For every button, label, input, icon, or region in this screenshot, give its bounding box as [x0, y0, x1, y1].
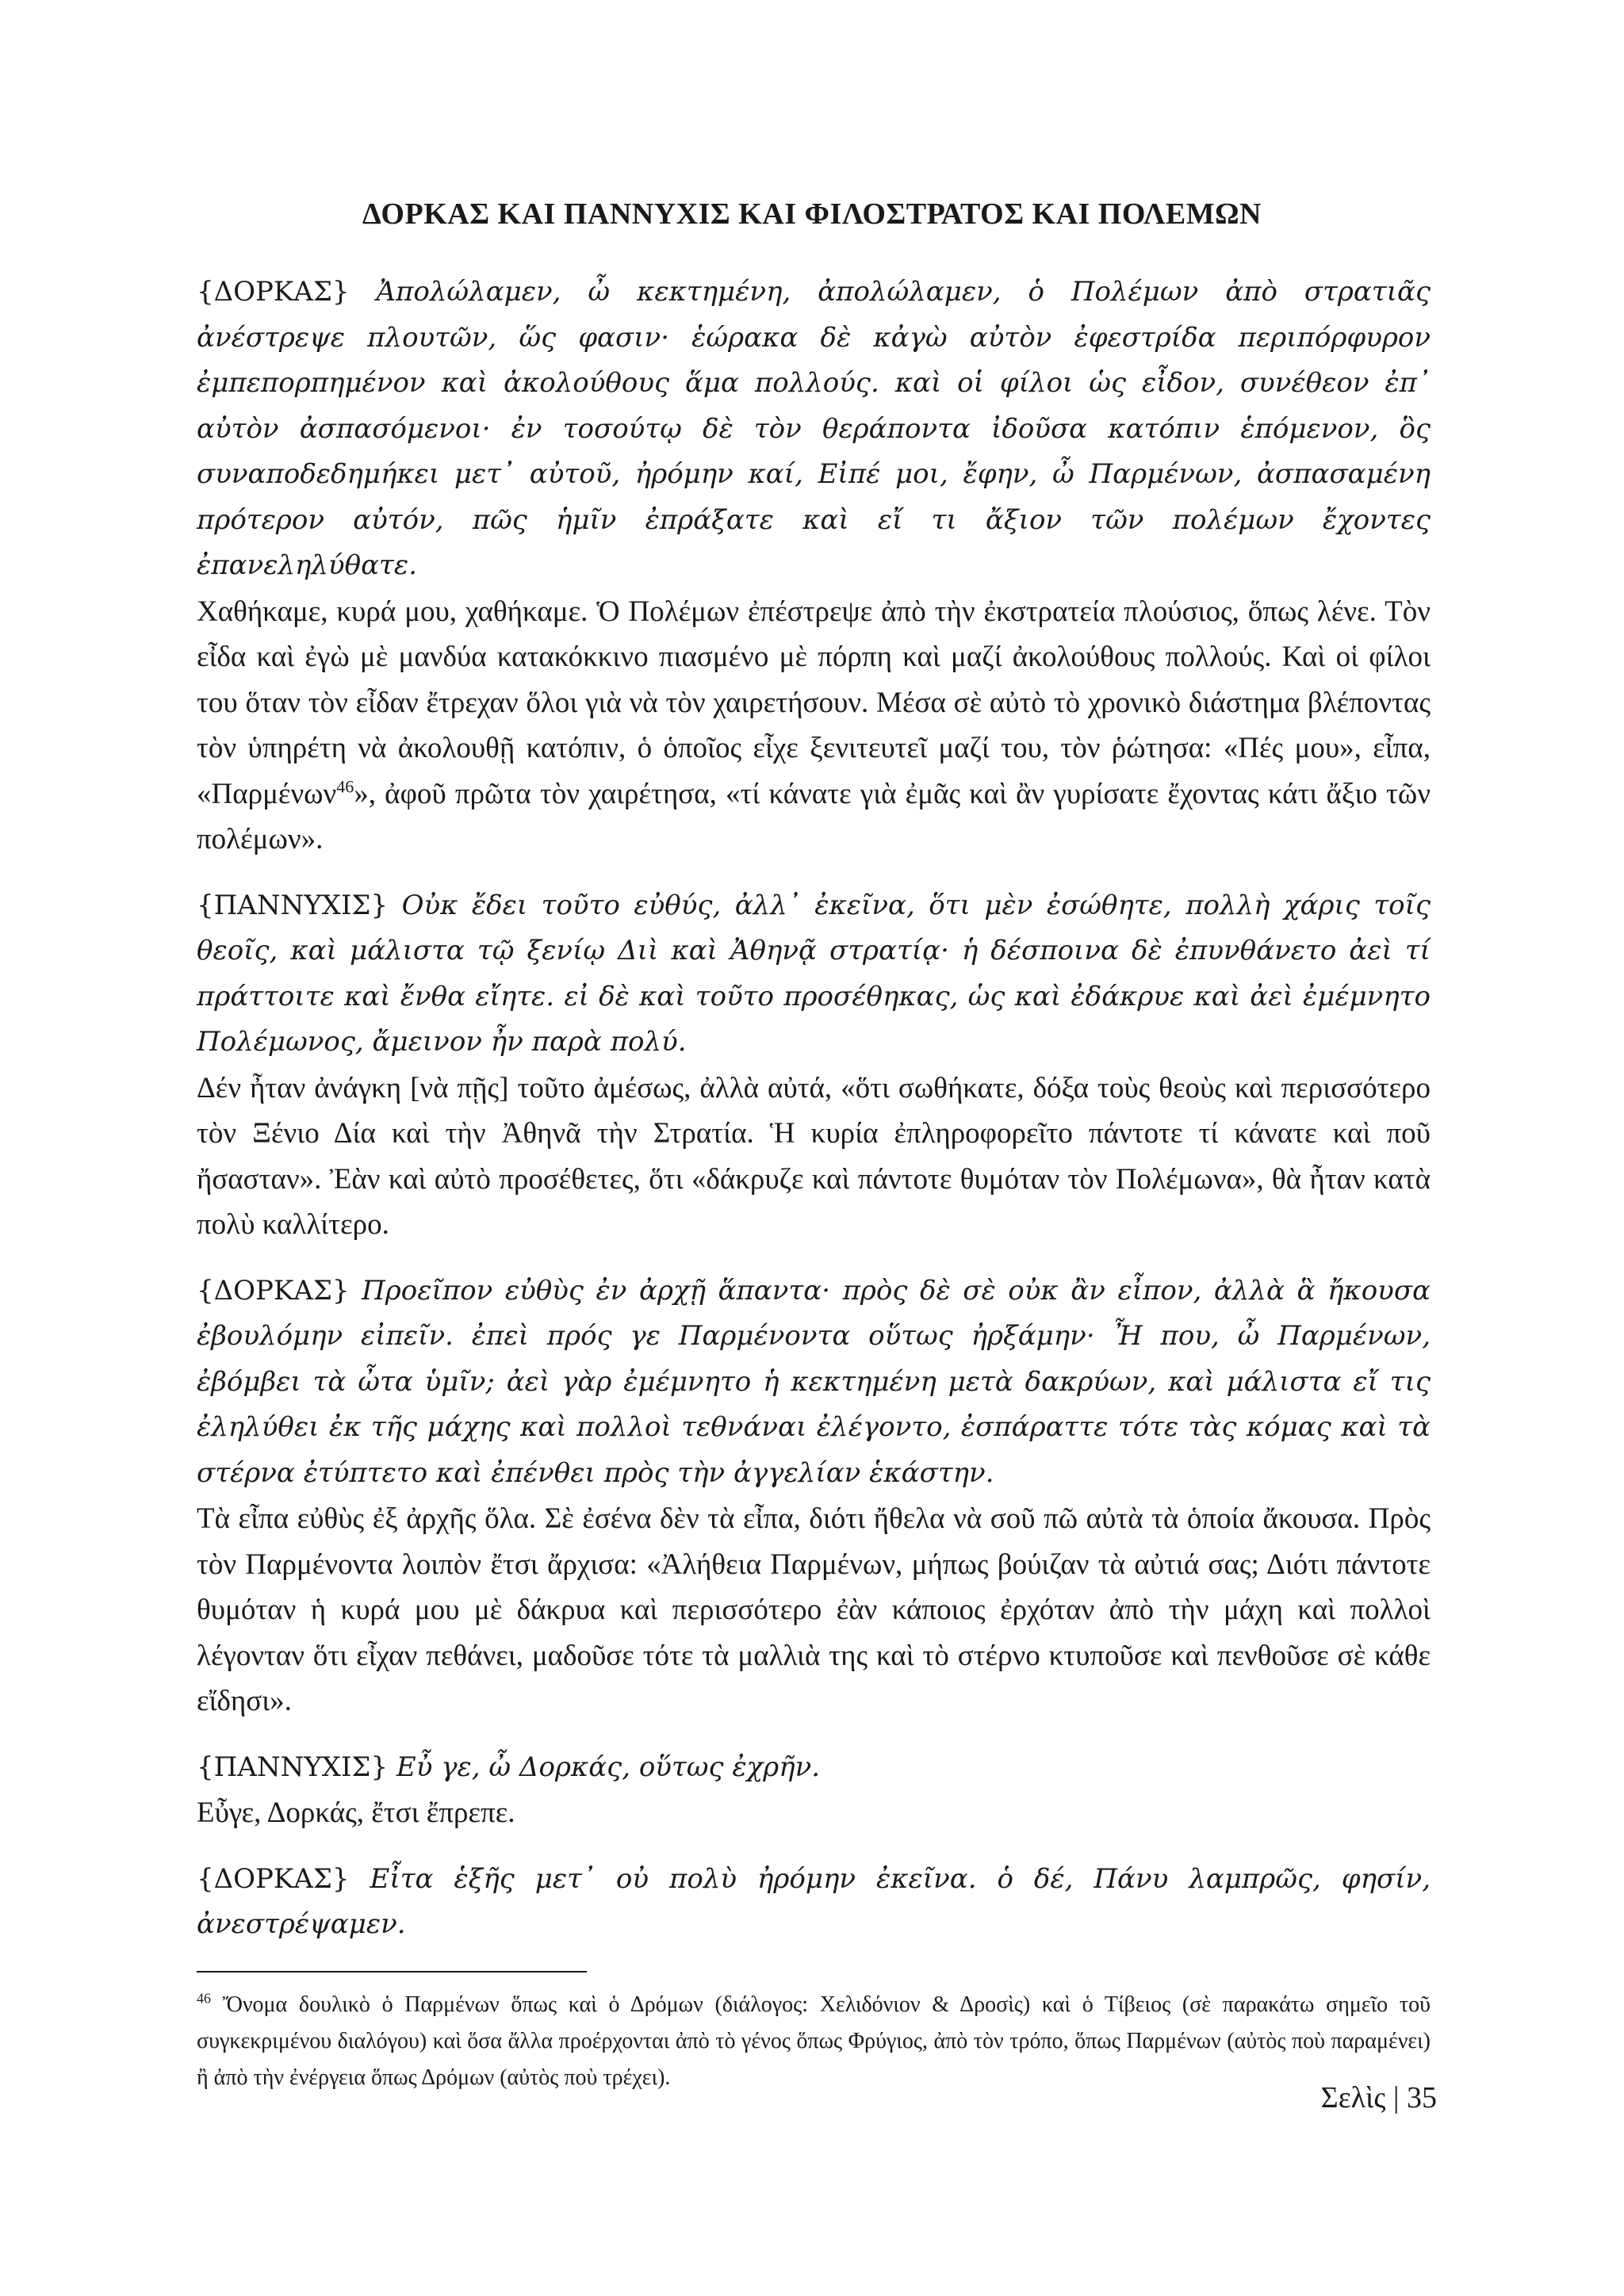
modern-translation: Τὰ εἶπα εὐθὺς ἐξ ἀρχῆς ὅλα. Σὲ ἐσένα δὲν τὰ εἶπα, διότι ἤθελα νὰ σοῦ πῶ αὐτὰ τὰ ὁποία ἄκουσα. Πρὸς τὸν Παρμένοντα λοιπὸν ἔτσι ἄρχισα: «Ἀλήθεια Παρμένων, μήπως βούιζαν τὰ αὐτιά σας; Διότι πάντοτε θυμόταν ἡ κυρά μου μὲ δάκρυα καὶ περισσότερο ἐὰν κάποιος ἐρχόταν ἀπὸ τὴν μάχη καὶ πολλοὶ λέγονταν ὅτι εἶχαν πεθάνει, μαδοῦσε τότε τὰ μαλλιὰ της καὶ τὸ στέρνο κτυποῦσε καὶ πενθοῦσε σὲ κάθε εἴδησι». [197, 1502, 1431, 1717]
page-title: ΔΟΡΚΑΣ ΚΑΙ ΠΑΝΝΥΧΙΣ ΚΑΙ ΦΙΛΟΣΤΡΑΤΟΣ ΚΑΙ ΠΟΛΕΜΩΝ [362, 197, 1262, 231]
ancient-text: Ἀπολώλαμεν, ὦ κεκτημένη, ἀπολώλαμεν, ὁ Πολέμων ἀπὸ στρατιᾶς ἀνέστρεψε πλουτῶν, ὥς φασιν· ἑώρακα δὲ κἀγὼ αὐτὸν ἐφεστρίδα περιπόρφυρον ἐμπεπορπημένον καὶ ἀκολούθους ἅμα πολλούς. καὶ οἱ φίλοι ὡς εἶδον, συνέθεον ἐπ᾽ αὐτὸν ἀσπασόμενοι· ἐν τοσούτῳ δὲ τὸν θεράποντα ἰδοῦσα κατόπιν ἑπόμενον, ὃς συναποδεδημήκει μετ᾽ αὐτοῦ, ἠρόμην καί, Εἰπέ μοι, ἔφην, ὦ Παρμένων, ἀσπασαμένη πρότερον αὐτόν, πῶς ἡμῖν ἐπράξατε καὶ εἴ τι ἄξιον τῶν πολέμων ἔχοντες ἐπανεληλύθατε. [197, 276, 1431, 581]
modern-translation: Δέν ἦταν ἀνάγκη [νὰ πῇς] τοῦτο ἀμέσως, ἀλλὰ αὐτά, «ὅτι σωθήκατε, δόξα τοὺς θεοὺς καὶ περισσότερο τὸν Ξένιο Δία καὶ τὴν Ἀθηνᾶ τὴν Στρατία. Ἡ κυρία ἐπληροφορεῖτο πάντοτε τί κάνατε καὶ ποῦ ἤσασταν». Ἐὰν καὶ αὐτὸ προσέθετες, ὅτι «δάκρυζε καὶ πάντοτε θυμόταν τὸν Πολέμωνα», θὰ ἦταν κατὰ πολὺ καλλίτερο. [197, 1071, 1431, 1241]
ancient-passage [197, 1745, 1431, 1791]
footnote [197, 1987, 1431, 2096]
section-gap [197, 863, 1431, 883]
section-gap [197, 1724, 1431, 1745]
modern-translation [197, 589, 1431, 863]
modern-translation: Εὖγε, Δορκάς, ἔτσι ἔπρεπε. [197, 1797, 515, 1829]
footnote-text: Ὄνομα δουλικὸ ὁ Παρμένων ὅπως καὶ ὁ Δρόμων (διάλογος: Χελιδόνιον & Δροσὶς) καὶ ὁ Τίβειος (σὲ παρακάτω σημεῖο τοῦ συγκεκριμένου διαλόγου) καὶ ὅσα ἄλλα προέρχονται ἀπὸ τὸ γένος ὅπως Φρύγιος, ἀπὸ τὸν τρόπο, ὅπως Παρμένων (αὐτὸς ποὺ παραμένει) ἢ ἀπὸ τὴν ἐνέργεια ὅπως Δρόμων (αὐτὸς ποὺ τρέχει). [197, 1992, 1431, 2090]
section-gap [197, 1248, 1431, 1269]
footnote-separator [197, 1971, 587, 1973]
ancient-text: Προεῖπον εὐθὺς ἐν ἀρχῇ ἅπαντα· πρὸς δὲ σὲ οὐκ ἂν εἶπον, ἀλλὰ ἃ ἤκουσα ἐβουλόμην εἰπεῖν. ἐπεὶ πρός γε Παρμένοντα οὕτως ἠρξάμην· Ἦ που, ὦ Παρμένων, ἐβόμβει τὰ ὦτα ὑμῖν; ἀεὶ γὰρ ἐμέμνητο ἡ κεκτημένη μετὰ δακρύων, καὶ μάλιστα εἴ τις ἐληλύθει ἐκ τῆς μάχης καὶ πολλοὶ τεθνάναι ἐλέγοντο, ἐσπάραττε τότε τὰς κόμας καὶ τὰ στέρνα ἐτύπτετο καὶ ἐπένθει πρὸς τὴν ἀγγελίαν ἑκάστην. [197, 1274, 1431, 1489]
speaker-label: {ΠΑΝΝΥΧΙΣ} [197, 889, 389, 921]
ancient-passage [197, 270, 1431, 589]
ancient-passage [197, 883, 1431, 1066]
speaker-label: {ΠΑΝΝΥΧΙΣ} [197, 1751, 389, 1783]
ancient-text: Εὖ γε, ὦ Δορκάς, οὕτως ἐχρῆν. [396, 1751, 821, 1783]
section-gap [197, 1836, 1431, 1857]
speaker-label: {ΔΟΡΚΑΣ} [197, 276, 350, 308]
footnote-number: 46 [197, 1990, 211, 2007]
ancient-passage [197, 1857, 1431, 1948]
ancient-text: Εἶτα ἑξῆς μετ᾽ οὐ πολὺ ἠρόμην ἐκεῖνα. ὁ δέ, Πάνυ λαμπρῶς, φησίν, ἀνεστρέψαμεν. [197, 1862, 1431, 1940]
speaker-label: {ΔΟΡΚΑΣ} [197, 1274, 350, 1307]
speaker-label: {ΔΟΡΚΑΣ} [197, 1862, 350, 1895]
translation-text: Χαθήκαμε, κυρά μου, χαθήκαμε. Ὁ Πολέμων ἐπέστρεψε ἀπὸ τὴν ἐκστρατεία πλούσιος, ὅπως λένε. Τὸν εἶδα καὶ ἐγὼ μὲ μανδύα κατακόκκινο πιασμένο μὲ πόρπη καὶ μαζί ἀκολούθους πολλούς. Καὶ οἱ φίλοι του ὅταν τὸν εἶδαν ἔτρεχαν ὅλοι γιὰ νὰ τὸν χαιρετήσουν. Μέσα σὲ αὐτὸ τὸ χρονικὸ διάστημα βλέποντας τὸν ὑπηρέτη νὰ ἀκολουθῇ κατόπιν, ὁ ὁποῖος εἶχε ξενιτευτεῖ μαζί του, τὸν ῥώτησα: «Πές μου», εἶπα, «Παρμένων [197, 595, 1431, 810]
footnote-reference[interactable]: 46 [336, 776, 354, 797]
page-number: Σελὶς | 35 [1320, 2081, 1437, 2114]
ancient-passage [197, 1269, 1431, 1497]
dialogue-body [197, 270, 1431, 1948]
translation-text-continued: », ἀφοῦ πρῶτα τὸν χαιρέτησα, «τί κάνατε γιὰ ἐμᾶς καὶ ἂν γυρίσατε ἔχοντας κάτι ἄξιο τῶν πολέμων». [197, 777, 1431, 855]
ancient-text: Οὐκ ἔδει τοῦτο εὐθύς, ἀλλ᾽ ἐκεῖνα, ὅτι μὲν ἐσώθητε, πολλὴ χάρις τοῖς θεοῖς, καὶ μάλιστα τῷ ξενίῳ Διὶ καὶ Ἀθηνᾷ στρατίᾳ· ἡ δέσποινα δὲ ἐπυνθάνετο ἀεὶ τί πράττοιτε καὶ ἔνθα εἴητε. εἰ δὲ καὶ τοῦτο προσέθηκας, ὡς καὶ ἐδάκρυε καὶ ἀεὶ ἐμέμνητο Πολέμωνος, ἄμεινον ἦν παρὰ πολύ. [197, 889, 1431, 1058]
